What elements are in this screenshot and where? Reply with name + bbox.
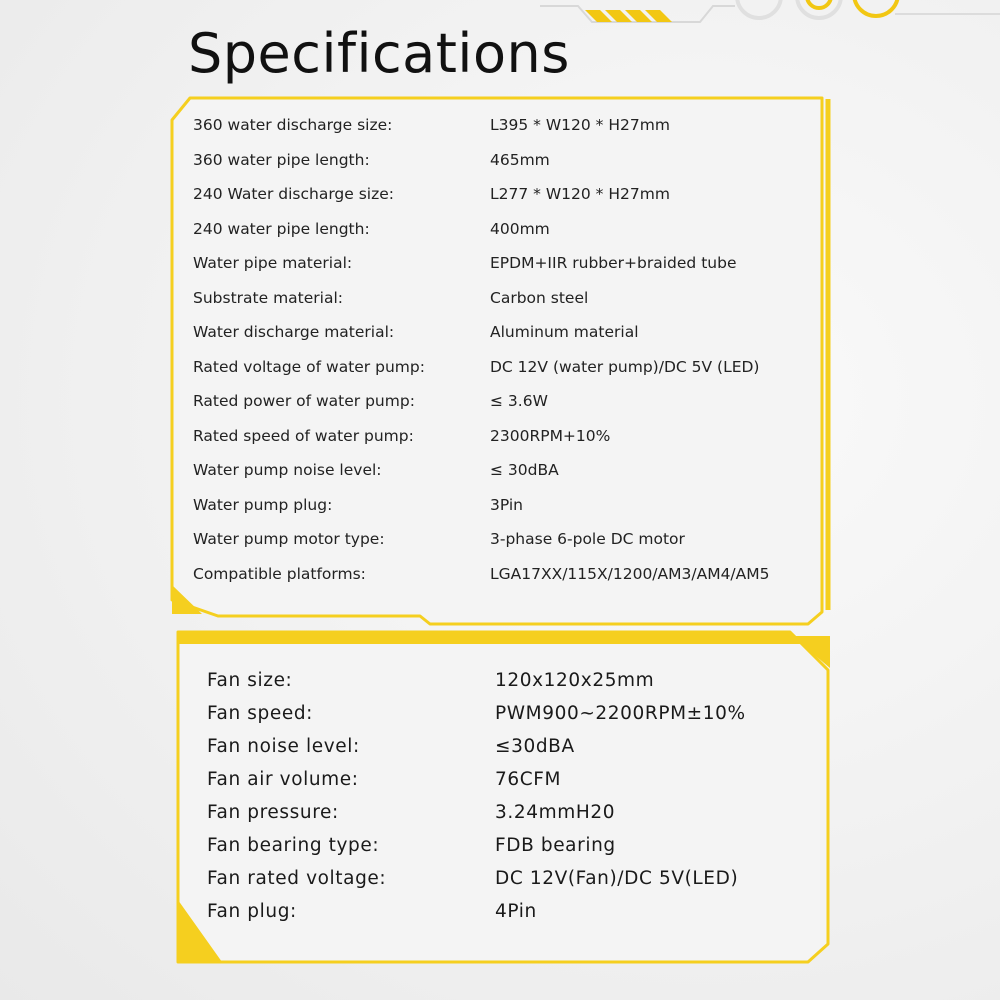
spec-value: ≤ 3.6W xyxy=(490,392,548,410)
fan-spec-label: Fan noise level: xyxy=(207,736,360,757)
fan-spec-label: Fan speed: xyxy=(207,703,314,724)
spec-label: Water pump plug: xyxy=(193,495,333,514)
spec-label: Compatible platforms: xyxy=(193,564,366,583)
spec-label: Water pump motor type: xyxy=(193,530,385,548)
spec-label: 240 water pipe length: xyxy=(193,219,370,238)
fan-spec-value: 120x120x25mm xyxy=(495,670,655,691)
spec-value: 465mm xyxy=(490,150,550,169)
fan-spec-label: Fan pressure: xyxy=(207,802,339,823)
spec-value: 2300RPM+10% xyxy=(490,426,611,445)
spec-value: L277 * W120 * H27mm xyxy=(490,185,670,203)
fan-spec-value: 4Pin xyxy=(495,901,537,922)
spec-label: Rated voltage of water pump: xyxy=(193,357,425,376)
spec-value: LGA17XX/115X/1200/AM3/AM4/AM5 xyxy=(490,564,770,583)
page-title: Specifications xyxy=(188,22,570,85)
spec-value: 400mm xyxy=(490,219,550,238)
fan-spec-label: Fan rated voltage: xyxy=(207,868,387,889)
spec-value: Carbon steel xyxy=(490,288,589,307)
spec-value: 3Pin xyxy=(490,495,523,514)
spec-label: 360 water discharge size: xyxy=(193,116,393,134)
spec-label: Substrate material: xyxy=(193,288,343,307)
spec-label: 360 water pipe length: xyxy=(193,150,370,169)
spec-value: DC 12V (water pump)/DC 5V (LED) xyxy=(490,357,760,376)
fan-spec-value: ≤30dBA xyxy=(495,736,575,757)
spec-value: Aluminum material xyxy=(490,323,639,341)
spec-value: EPDM+IIR rubber+braided tube xyxy=(490,254,737,272)
fan-spec-value: FDB bearing xyxy=(495,835,616,856)
fan-spec-value: PWM900~2200RPM±10% xyxy=(495,703,746,724)
fan-spec-value: DC 12V(Fan)/DC 5V(LED) xyxy=(495,868,739,889)
spec-value: 3-phase 6-pole DC motor xyxy=(490,530,685,548)
fan-spec-label: Fan size: xyxy=(207,670,293,691)
spec-label: Water pipe material: xyxy=(193,254,353,272)
fan-spec-value: 3.24mmH20 xyxy=(495,802,616,823)
fan-spec-value: 76CFM xyxy=(495,769,562,790)
spec-label: 240 Water discharge size: xyxy=(193,185,395,203)
spec-label: Rated speed of water pump: xyxy=(193,426,414,445)
spec-value: L395 * W120 * H27mm xyxy=(490,116,670,134)
fan-spec-label: Fan plug: xyxy=(207,901,297,922)
spec-label: Water pump noise level: xyxy=(193,461,382,479)
spec-label: Water discharge material: xyxy=(193,323,395,341)
fan-spec-label: Fan bearing type: xyxy=(207,835,380,856)
spec-value: ≤ 30dBA xyxy=(490,461,559,479)
fan-spec-label: Fan air volume: xyxy=(207,769,359,790)
spec-label: Rated power of water pump: xyxy=(193,392,415,410)
